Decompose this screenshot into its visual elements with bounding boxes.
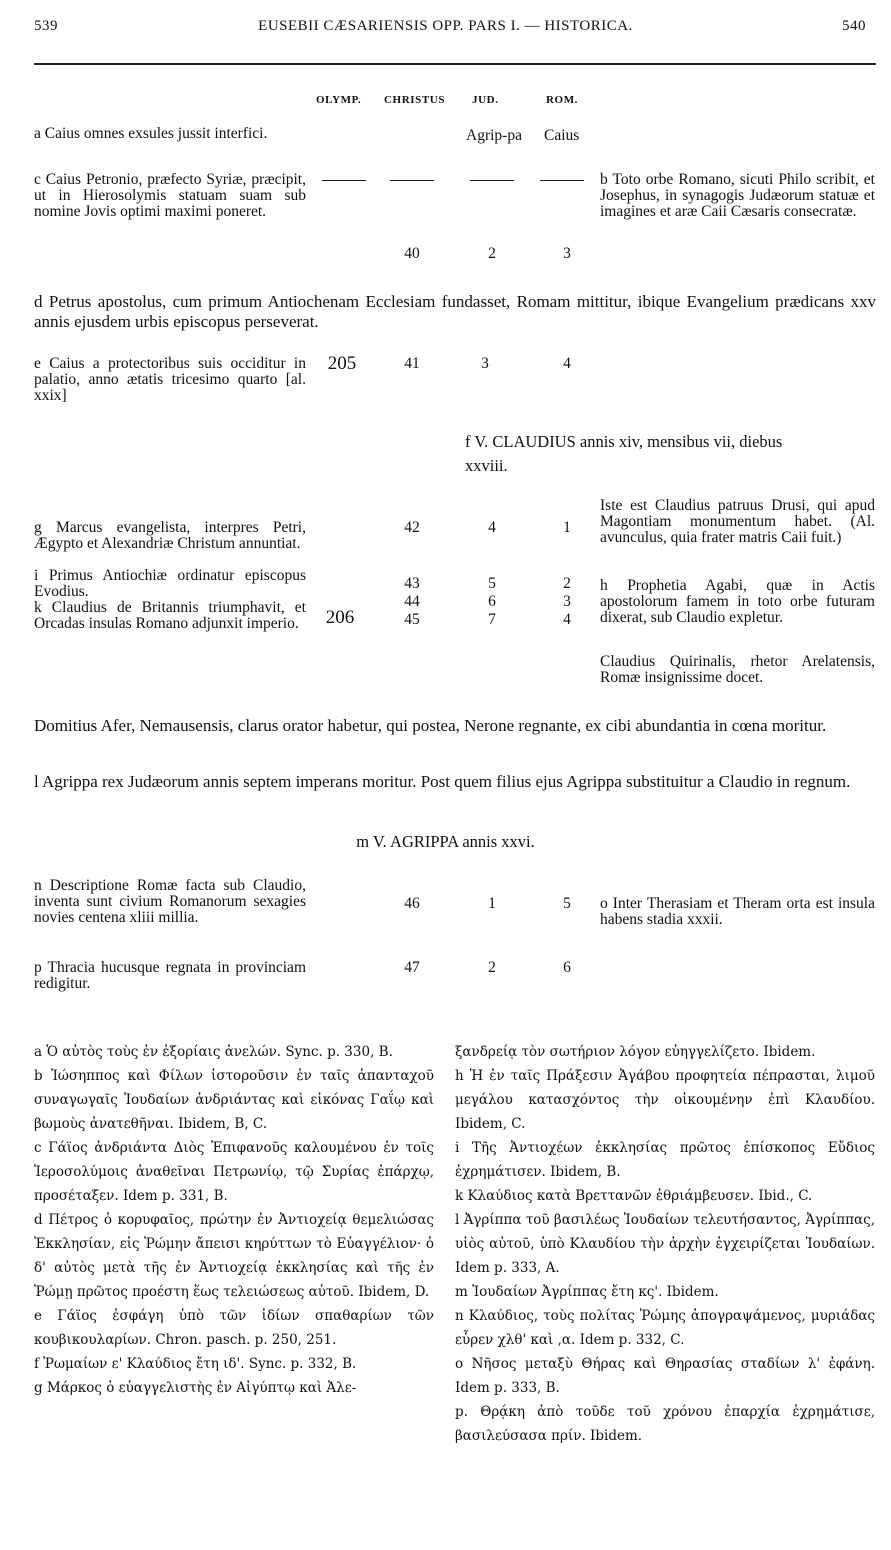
rom-dash	[540, 180, 584, 181]
jud-value: 4	[488, 519, 496, 536]
note-d: d Petrus apostolus, cum primum Antiochenam Ecclesiam fundasset, Romam mittitur, ibique Evangelium prædicans xxv annis ejusdem urbis episcopus perseverat.	[34, 292, 876, 331]
rom-name: Caius	[544, 127, 580, 144]
para-domitius: Domitius Afer, Nemausensis, clarus orator habetur, qui postea, Nerone regnante, ex cibi abundantia in cœna moritur.	[34, 716, 827, 735]
col-rom: ROM.	[546, 94, 579, 106]
note-claudius-quirinalis: Claudius Quirinalis, rhetor Arelatensis, Romæ insignissime docet.	[600, 653, 875, 686]
col-olymp: OLYMP.	[316, 94, 362, 106]
greek-note: p. Θρᾴκη ἀπὸ τοῦδε τοῦ χρόνου ἐπαρχία ἐχρημάτισε, βασιλεύσασα πρίν. Ibidem.	[455, 1404, 875, 1444]
greek-note: h Ἡ ἐν ταῖς Πράξεσιν Ἀγάβου προφητεία πέπρασται, λιμοῦ μεγάλου κατασχόντος τὴν οἰκουμένην ἐπὶ Κλαυδίου. Ibidem, C.	[455, 1068, 875, 1132]
note-b: b Toto orbe Romano, sicuti Philo scribit, et Josephus, in synagogis Judæorum statuæ et imagines et aræ Caii Cæsaris consecratæ.	[600, 171, 875, 220]
greek-note: ξανδρείᾳ τὸν σωτήριον λόγον εὐηγγελίζετο. Ibidem.	[455, 1044, 816, 1060]
greek-note: a Ὁ αὐτὸς τοὺς ἐν ἐξορίαις ἀνελών. Sync. p. 330, B.	[34, 1044, 393, 1060]
christus-dash	[390, 180, 434, 181]
col-christus: CHRISTUS	[384, 94, 446, 106]
christus-value: 45	[404, 611, 420, 628]
christus-value: 43	[404, 575, 420, 592]
note-claudius-patruus: Iste est Claudius patruus Drusi, qui apud Magontiam monumentum habet. (Al. avunculus, quia frater matris Caii fuit.)	[600, 497, 875, 546]
jud-dash	[470, 180, 514, 181]
col-jud: JUD.	[472, 94, 499, 106]
olymp-value: 206	[325, 607, 355, 628]
christus-value: 44	[404, 593, 420, 610]
page-number-left: 539	[34, 18, 58, 34]
jud-name: Agrip-pa	[466, 127, 522, 144]
note-o: o Inter Therasiam et Theram orta est insula habens stadia xxxii.	[600, 895, 875, 928]
rom-value: 1	[563, 519, 571, 536]
jud-value: 5	[488, 575, 496, 592]
note-i: i Primus Antiochiæ ordinatur episcopus Evodius.	[34, 567, 306, 600]
greek-note: b Ἰώσηππος καὶ Φίλων ἱστοροῦσιν ἐν ταῖς ἁπανταχοῦ συναγωγαῖς Ἰουδαίων ἀνδριάντας καὶ εἰκόνας Γαΐῳ καὶ βωμοὺς ἀνατεθῆναι. Ibidem, B, C.	[34, 1068, 434, 1132]
greek-column-right	[455, 1040, 875, 1448]
reign-claudius: f V. CLAUDIUS annis xiv, mensibus vii, diebus xxviii.	[465, 432, 783, 475]
rom-value: 2	[563, 575, 571, 592]
note-k: k Claudius de Britannis triumphavit, et Orcadas insulas Romano adjunxit imperio.	[34, 599, 306, 632]
greek-note: g Μάρκος ὁ εὐαγγελιστὴς ἐν Αἰγύπτῳ καὶ Ἀλε-	[34, 1380, 357, 1396]
jud-value: 2	[488, 959, 496, 976]
christus-value: 40	[404, 245, 420, 262]
greek-note: d Πέτρος ὁ κορυφαῖος, πρώτην ἐν Ἀντιοχείᾳ θεμελιώσας Ἐκκλησίαν, εἰς Ῥώμην ἄπεισι κηρύττων τὸ Εὐαγγέλιον· ὁ δ' αὐτὸς μετὰ τῆς ἐν Ἀντιοχείᾳ ἐκκλησίας καὶ τῆς ἐν Ῥώμῃ πρῶτος προέστη ἕως τελειώσεως αὐτοῦ. Ibidem, D.	[34, 1212, 434, 1300]
header-rule	[34, 63, 876, 65]
para-agrippa: l Agrippa rex Judæorum annis septem imperans moritur. Post quem filius ejus Agrippa substituitur a Claudio in regnum.	[34, 772, 851, 791]
greek-note: k Κλαύδιος κατὰ Βρεττανῶν ἐθριάμβευσεν. Ibid., C.	[455, 1188, 813, 1204]
greek-note: n Κλαύδιος, τοὺς πολίτας Ῥώμης ἀπογραψάμενος, μυριάδας εὗρεν χλθ' καὶ ,α. Idem p. 332, C.	[455, 1308, 875, 1348]
greek-note: m Ἰουδαίων Ἀγρίππας ἔτη κς'. Ibidem.	[455, 1284, 719, 1300]
olymp-value: 205	[327, 353, 357, 374]
jud-value: 3	[481, 355, 489, 372]
christus-value: 46	[404, 895, 420, 912]
note-p: p Thracia hucusque regnata in provinciam redigitur.	[34, 959, 306, 992]
rom-value: 3	[563, 593, 571, 610]
running-title: EUSEBII CÆSARIENSIS OPP. PARS I. — HISTORICA.	[258, 18, 633, 34]
note-h: h Prophetia Agabi, quæ in Actis apostolorum famem in toto orbe futuram dixerat, sub Claudio expletur.	[600, 577, 875, 626]
greek-note: i Τῆς Ἀντιοχέων ἐκκλησίας πρῶτος ἐπίσκοπος Εὔδιος ἐχρημάτισεν. Ibidem, B.	[455, 1140, 875, 1180]
rom-value: 3	[563, 245, 571, 262]
rom-value: 4	[563, 611, 571, 628]
note-g: g Marcus evangelista, interpres Petri, Ægypto et Alexandriæ Christum annuntiat.	[34, 519, 306, 552]
greek-note: f Ῥωμαίων ε' Κλαύδιος ἔτη ιδ'. Sync. p. 332, B.	[34, 1356, 357, 1372]
christus-value: 47	[404, 959, 420, 976]
greek-note: l Ἀγρίππα τοῦ βασιλέως Ἰουδαίων τελευτήσαντος, Ἀγρίππας, υἱὸς αὐτοῦ, ὑπὸ Κλαυδίου τὴν ἀρχὴν ἐγχειρίζεται Ἰουδαίων. Idem p. 333, A.	[455, 1212, 875, 1276]
note-a: a Caius omnes exsules jussit interfici.	[34, 125, 268, 142]
page-number-right: 540	[842, 18, 866, 34]
jud-value: 1	[488, 895, 496, 912]
christus-value: 42	[404, 519, 420, 536]
christus-value: 41	[404, 355, 420, 372]
greek-column-left	[34, 1040, 434, 1400]
jud-value: 6	[488, 593, 496, 610]
reign-agrippa: m V. AGRIPPA annis xxvi.	[356, 832, 535, 851]
rom-value: 6	[563, 959, 571, 976]
rom-value: 4	[563, 355, 571, 372]
rom-value: 5	[563, 895, 571, 912]
greek-note: e Γάϊος ἐσφάγη ὑπὸ τῶν ἰδίων σπαθαρίων τῶν κουβικουλαρίων. Chron. pasch. p. 250, 251.	[34, 1308, 434, 1348]
note-n: n Descriptione Romæ facta sub Claudio, inventa sunt civium Romanorum sexagies novies centena xliii millia.	[34, 877, 306, 926]
jud-value: 2	[488, 245, 496, 262]
note-e: e Caius a protectoribus suis occiditur in palatio, anno ætatis tricesimo quarto [al. xxix]	[34, 355, 306, 404]
greek-note: o Νῆσος μεταξὺ Θήρας καὶ Θηρασίας σταδίων λ' ἐφάνη. Idem p. 333, B.	[455, 1356, 875, 1396]
note-c: c Caius Petronio, præfecto Syriæ, præcipit, ut in Hierosolymis statuam suam sub nomine Jovis optimi maximi poneret.	[34, 171, 306, 220]
jud-value: 7	[488, 611, 496, 628]
greek-note: c Γάϊος ἀνδριάντα Διὸς Ἐπιφανοῦς καλουμένου ἐν τοῖς Ἱεροσολύμοις ἀναθεῖναι Πετρωνίῳ, τῷ Συρίας ἐπάρχῳ, προσέταξεν. Idem p. 331, B.	[34, 1140, 434, 1204]
olymp-dash	[322, 180, 366, 181]
